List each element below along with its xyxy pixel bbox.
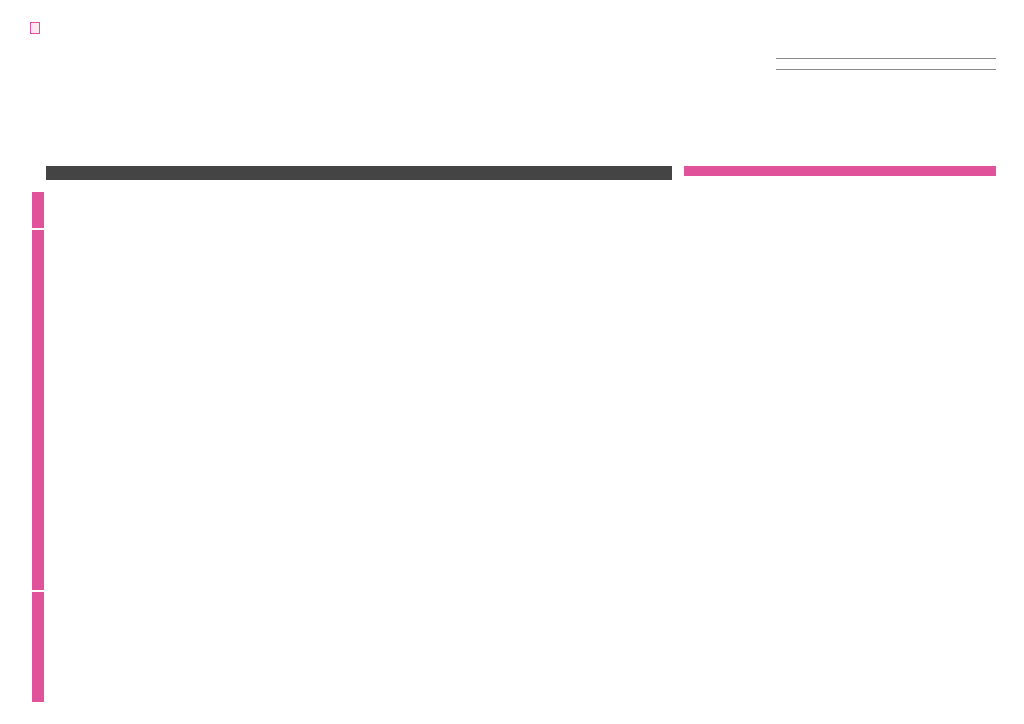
goal-side-label (32, 192, 44, 228)
qualifications-header (776, 58, 996, 70)
subjects-header (684, 166, 996, 176)
curriculum-side-label (32, 230, 44, 590)
curriculum-year-header (46, 166, 672, 180)
schedule-side-label (32, 592, 44, 702)
school-name (30, 22, 40, 34)
year-2-label (359, 166, 672, 180)
year-1-label (46, 166, 359, 180)
